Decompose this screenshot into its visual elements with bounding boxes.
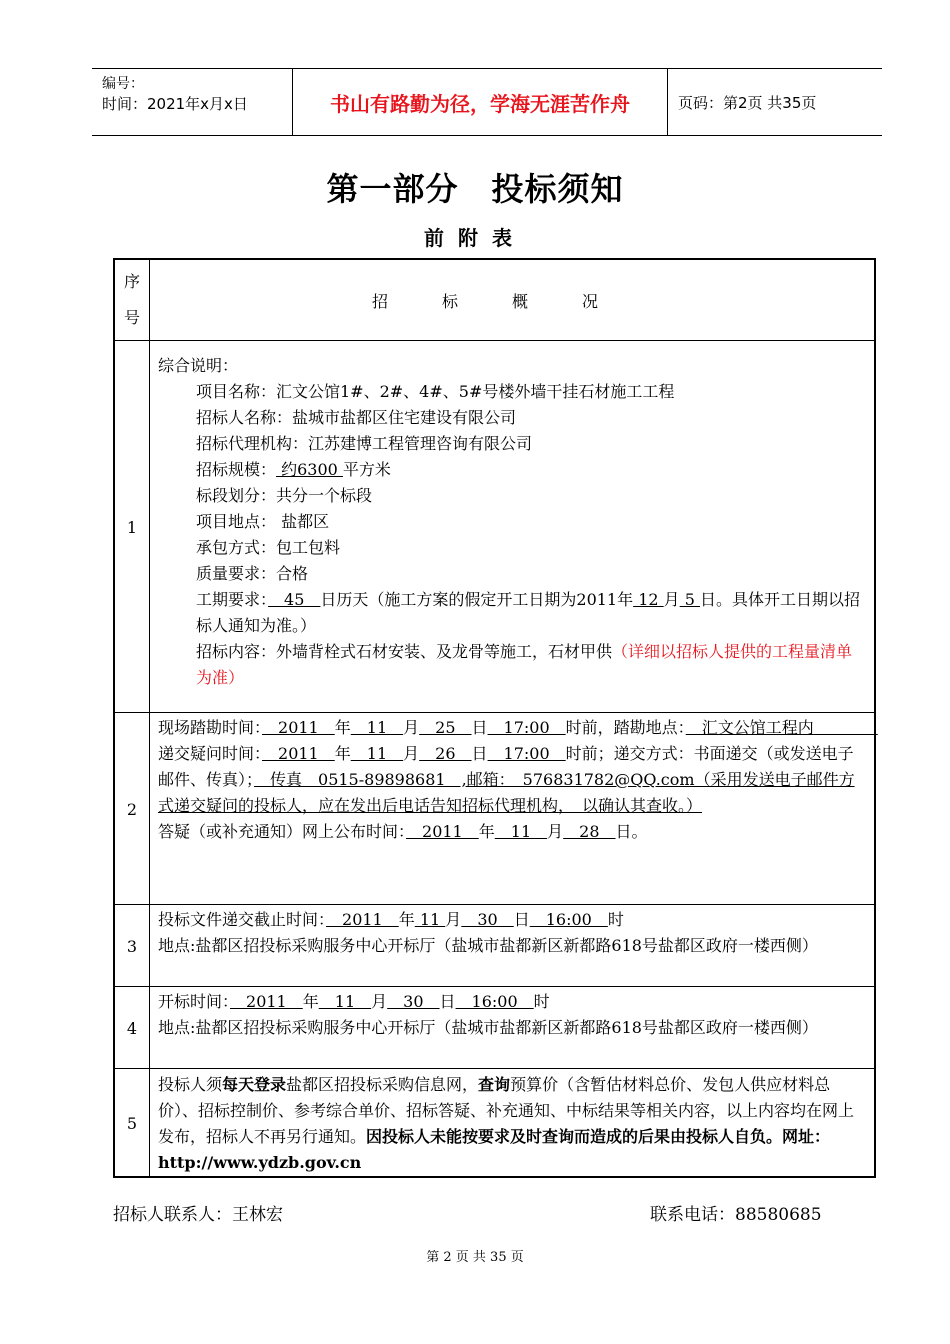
doc-time-label: 时间：2021年x月x日 [102,95,248,113]
unit-year: 年 [398,910,415,929]
scale-label: 招标规模： [196,460,277,479]
notice-part-3: 盐都区招投标采购信息网， [286,1075,479,1094]
table-header-row [115,260,874,340]
answer-publish [158,819,868,845]
row-number: 2 [115,713,150,905]
table-row-2 [115,712,878,905]
answer-day: 28 [563,822,616,841]
unit-month: 月 [403,718,420,737]
notice-part-6: 因投标人未能按要求及时查询而造成的后果由投标人自负。网址：http://www.ydzb.gov.cn [158,1127,831,1172]
scale-unit: 平方米 [342,460,391,479]
header-page-label: 页码：第2页 共35页 [678,93,817,112]
content-note: （详细以招标人提供的工程量清单为准） [196,642,853,687]
page-header [92,68,882,136]
notice-part-5: 预算价（含暂估材料总价、发包人供应材料总价）、招标控制价、参考综合单价、招标答疑、补充通知、中标结果等相关内容，以上内容均在网上发布，招标人不再另行通知。 [158,1075,855,1146]
answer-label: 答疑（或补充通知）网上公布时间： [158,822,407,841]
unit-day: 日 [471,718,488,737]
visit-day: 25 [419,718,472,737]
page-number-footer: 第 2 页 共 35 页 [426,1250,524,1265]
table-row-5 [115,1068,874,1177]
scale-value: 约6300 [276,460,343,479]
unit-month: 月 [371,992,388,1011]
submit-deadline [158,907,868,933]
submit-place: 地点:盐都区招投标采购服务中心开标厅（盐城市盐都新区新都路618号盐都区政府一楼西侧） [158,936,818,955]
tenderer-contact: 招标人联系人：王林宏 [113,1205,283,1225]
question-year: 2011 [262,744,335,763]
intro: 综合说明： [158,356,239,375]
deadline-day: 30 [461,910,514,929]
deadline-month: 11 [414,910,446,929]
opening-label: 开标时间： [158,992,231,1011]
question-submit [158,741,868,819]
visit-label: 现场踏勘时间： [158,718,263,737]
unit-hour: 时 [533,992,550,1011]
header-slogan: 书山有路勤为径，学海无涯苦作舟 [292,69,668,135]
row-content [158,989,868,1041]
table-row-1 [115,340,874,713]
unit-month: 月 [403,744,420,763]
seq-char-2: 号 [123,308,140,327]
notice-part-4: 查询 [478,1075,511,1094]
period-requirement [158,587,868,639]
tender-scale [158,457,868,483]
project-name: 项目名称：汇文公馆1#、2#、4#、5#号楼外墙干挂石材施工工程 [196,382,675,401]
opening-month: 11 [318,992,372,1011]
notice-part-1: 投标人须 [158,1075,223,1094]
table-row-3 [115,904,874,987]
row-content [158,907,868,959]
unit-day: 日 [513,910,530,929]
column-overview-header: 招标概况 [371,291,652,311]
period-tail: 日。具体开工日期以招标人通知为准。） [196,590,861,635]
unit-year: 年 [334,744,351,763]
notice-text [158,1072,868,1176]
row-number: 4 [115,987,150,1069]
header-left-cell [92,69,292,135]
period-day: 5 [679,590,701,609]
contact-phone: 联系电话：88580685 [650,1205,822,1225]
unit-month: 月 [547,822,564,841]
site-visit [158,715,878,741]
period-month: 12 [633,590,664,609]
row-number: 3 [115,905,150,987]
period-label: 工期要求： [196,590,269,609]
visit-time: 17:00 [487,718,566,737]
contract-method: 承包方式：包工包料 [196,538,341,557]
attachment-table [113,258,876,1178]
answer-year: 2011 [406,822,479,841]
opening-year: 2011 [230,992,303,1011]
seq-char-1: 序 [123,272,140,291]
period-month-unit: 月 [663,590,680,609]
unit-year: 年 [302,992,319,1011]
unit-month: 月 [445,910,462,929]
visit-place-label: 时前，踏勘地点： [565,718,686,737]
opening-time-value: 16:00 [455,992,534,1011]
unit-year: 年 [478,822,495,841]
quality-requirement: 质量要求：合格 [196,564,309,583]
tender-content [158,639,868,691]
row-content [158,1072,868,1176]
visit-place: 汇文公馆工程内 [685,718,878,737]
unit-day: 日 [439,992,456,1011]
row-number: 1 [115,341,150,713]
opening-day: 30 [387,992,440,1011]
column-seq-header [115,260,150,340]
doc-subtitle: 前附表 [424,226,526,250]
sections: 标段划分：共分一个标段 [196,486,373,505]
row-number: 5 [115,1069,150,1177]
answer-end: 日。 [615,822,648,841]
row-content [158,353,868,691]
question-label: 递交疑问时间： [158,744,263,763]
notice-part-2: 每天登录 [222,1075,287,1094]
row-content [158,715,878,845]
question-month: 11 [350,744,404,763]
content-text: 招标内容：外墙背栓式石材安装、及龙骨等施工，石材甲供 [196,642,613,661]
deadline-label: 投标文件递交截止时间： [158,910,327,929]
opening-place: 地点:盐都区招投标采购服务中心开标厅（盐城市盐都新区新都路618号盐都区政府一楼西侧） [158,1018,818,1037]
period-days: 45 [268,590,321,609]
unit-day: 日 [471,744,488,763]
question-method: 时前；递交方式：书面递交（或发送电子邮件、传真）； [158,744,854,789]
period-text: 日历天（施工方案的假定开工日期为2011年 [320,590,634,609]
deadline-time: 16:00 [529,910,608,929]
table-row-4 [115,986,874,1069]
question-contact: 传真 0515-89898681 ,邮箱： 576831782@QQ.com（采用发送电子邮件方式递交疑问的投标人，应在发出后电话告知招标代理机构， 以确认其查收。） [158,770,855,815]
visit-year: 2011 [262,718,335,737]
question-day: 26 [419,744,472,763]
visit-month: 11 [350,718,404,737]
tenderer-name: 招标人名称：盐城市盐都区住宅建设有限公司 [196,408,517,427]
doc-title: 第一部分 投标须知 [326,170,624,208]
answer-month: 11 [494,822,548,841]
opening-time [158,989,868,1015]
agency-name: 招标代理机构：江苏建博工程管理咨询有限公司 [196,434,533,453]
doc-id-label: 编号： [102,76,144,92]
question-time: 17:00 [487,744,566,763]
project-location: 项目地点： 盐都区 [196,512,330,531]
unit-year: 年 [334,718,351,737]
deadline-year: 2011 [326,910,399,929]
unit-hour: 时 [607,910,624,929]
